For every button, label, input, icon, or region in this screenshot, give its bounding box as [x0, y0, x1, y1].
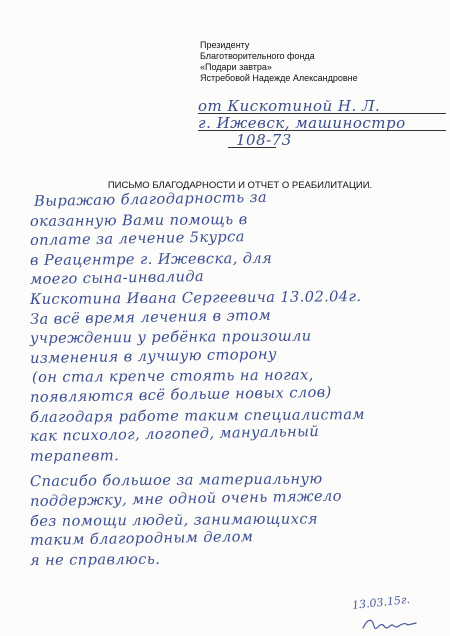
- addressee-line-2: Благотворительного фонда: [200, 51, 315, 61]
- letter-line: Спасибо большое за материальную: [29, 470, 323, 491]
- handwritten-letter-body: [29, 188, 445, 570]
- addressee-block: [200, 40, 440, 84]
- letter-line: Выражаю благодарность за: [33, 188, 268, 210]
- letter-line: в Реацентре г. Ижевска, для: [29, 249, 273, 269]
- letter-line: изменения в лучшую сторону: [29, 345, 277, 367]
- letter-line: таким благородным делом: [29, 528, 254, 550]
- letter-line: За всё время лечения в этом: [29, 306, 272, 328]
- addressee-line-3: «Подари завтра»: [200, 62, 272, 72]
- letter-line: как психолог, логопед, мануальный: [29, 423, 320, 446]
- sender-line-3: 108-73: [198, 132, 446, 149]
- letter-line: оказанную Вами помощь в: [29, 210, 248, 230]
- sender-line-1: от Кискотиной Н. Л.: [198, 98, 446, 115]
- letter-line: Кискотина Ивана Сергеевича 13.02.04г.: [29, 288, 362, 308]
- letter-line: я не справлюсь.: [29, 550, 161, 569]
- signature: [360, 614, 420, 632]
- letter-line: оплате за лечение 5курса: [29, 228, 245, 250]
- letter-line: (он стал крепче стоять на ногах,: [31, 366, 314, 387]
- letter-line: моего сына-инвалида: [29, 268, 205, 289]
- sender-line-2: г. Ижевск, машиностро: [198, 115, 446, 132]
- letter-line: появляются всё больше новых слов): [29, 383, 332, 406]
- addressee-line-4: Ястребовой Надежде Александровне: [200, 73, 358, 83]
- letter-line: благодаря работе таким специалистам: [29, 405, 365, 426]
- letter-line: поддержку, мне одной очень тяжело: [29, 487, 342, 510]
- letter-line: учреждении у ребёнка произошли: [29, 327, 312, 348]
- document-title: ПИСЬМО БЛАГОДАРНОСТИ И ОТЧЕТ О РЕАБИЛИТАЦИИ.: [107, 180, 373, 191]
- handwritten-date: 13.03.15г.: [351, 593, 411, 612]
- addressee-line-1: Президенту: [200, 40, 250, 50]
- letter-line: терапевт.: [29, 446, 120, 465]
- sender-block: [198, 98, 446, 149]
- letter-line: без помощи людей, занимающихся: [29, 509, 319, 530]
